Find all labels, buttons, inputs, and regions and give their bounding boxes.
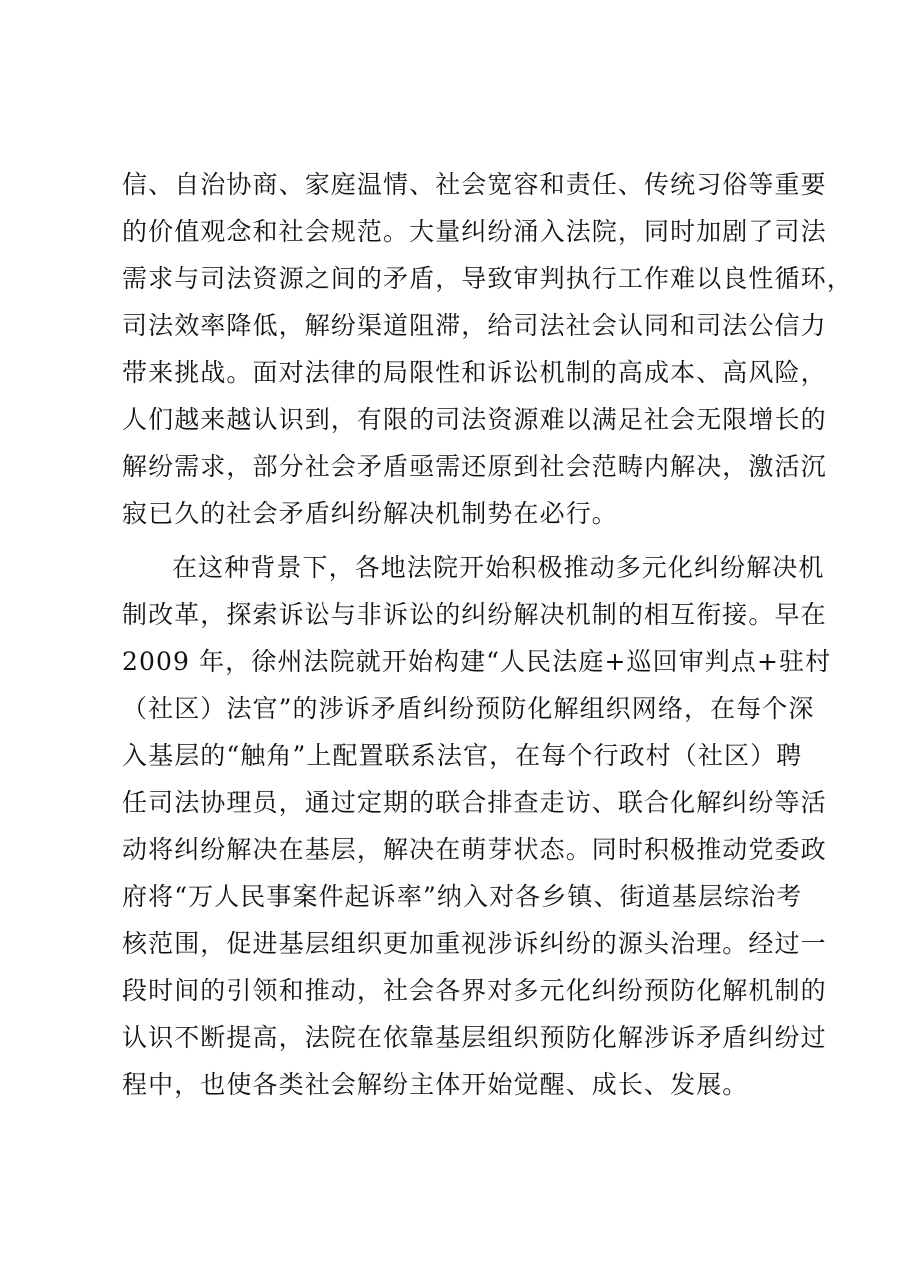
text-line: 信、自治协商、家庭温情、社会宽容和责任、传统习俗等重要	[122, 170, 827, 199]
text-line: 核范围，促进基层组织更加重视涉诉纠纷的源头治理。经过一	[122, 929, 827, 958]
text-line: 入基层的“触角”上配置联系法官，在每个行政村（社区）聘	[122, 741, 803, 770]
text-line: 解纷需求，部分社会矛盾亟需还原到社会范畴内解决，激活沉	[122, 452, 827, 481]
text-line: 动将纠纷解决在基层，解决在萌芽状态。同时积极推动党委政	[122, 835, 827, 864]
text-line: 段时间的引领和推动，社会各界对多元化纠纷预防化解机制的	[122, 976, 827, 1005]
text-line: 制改革，探索诉讼与非诉讼的纠纷解决机制的相互衔接。早在	[122, 600, 827, 629]
text-line: 需求与司法资源之间的矛盾，导致审判执行工作难以良性循环，	[122, 264, 853, 293]
text-line: 司法效率降低，解纷渠道阻滞，给司法社会认同和司法公信力	[122, 311, 827, 340]
text-line: 任司法协理员，通过定期的联合排查走访、联合化解纠纷等活	[122, 788, 827, 817]
text-line: 府将“万人民事案件起诉率”纳入对各乡镇、街道基层综治考	[122, 882, 803, 911]
text-line: 2009 年，徐州法院就开始构建“人民法庭+巡回审判点+驻村	[122, 647, 832, 676]
text-line: 寂已久的社会矛盾纠纷解决机制势在必行。	[122, 499, 618, 528]
text-line: 程中，也使各类社会解纷主体开始觉醒、成长、发展。	[122, 1070, 749, 1099]
text-line: （社区）法官”的涉诉矛盾纠纷预防化解组织网络，在每个深	[122, 694, 815, 723]
text-line: 带来挑战。面对法律的局限性和诉讼机制的高成本、高风险，	[122, 358, 827, 387]
text-line: 的价值观念和社会规范。大量纠纷涌入法院，同时加剧了司法	[122, 217, 827, 246]
text-line: 在这种背景下，各地法院开始积极推动多元化纠纷解决机	[172, 553, 825, 582]
text-line: 认识不断提高，法院在依靠基层组织预防化解涉诉矛盾纠纷过	[122, 1023, 827, 1052]
text-line: 人们越来越认识到，有限的司法资源难以满足社会无限增长的	[122, 405, 827, 434]
